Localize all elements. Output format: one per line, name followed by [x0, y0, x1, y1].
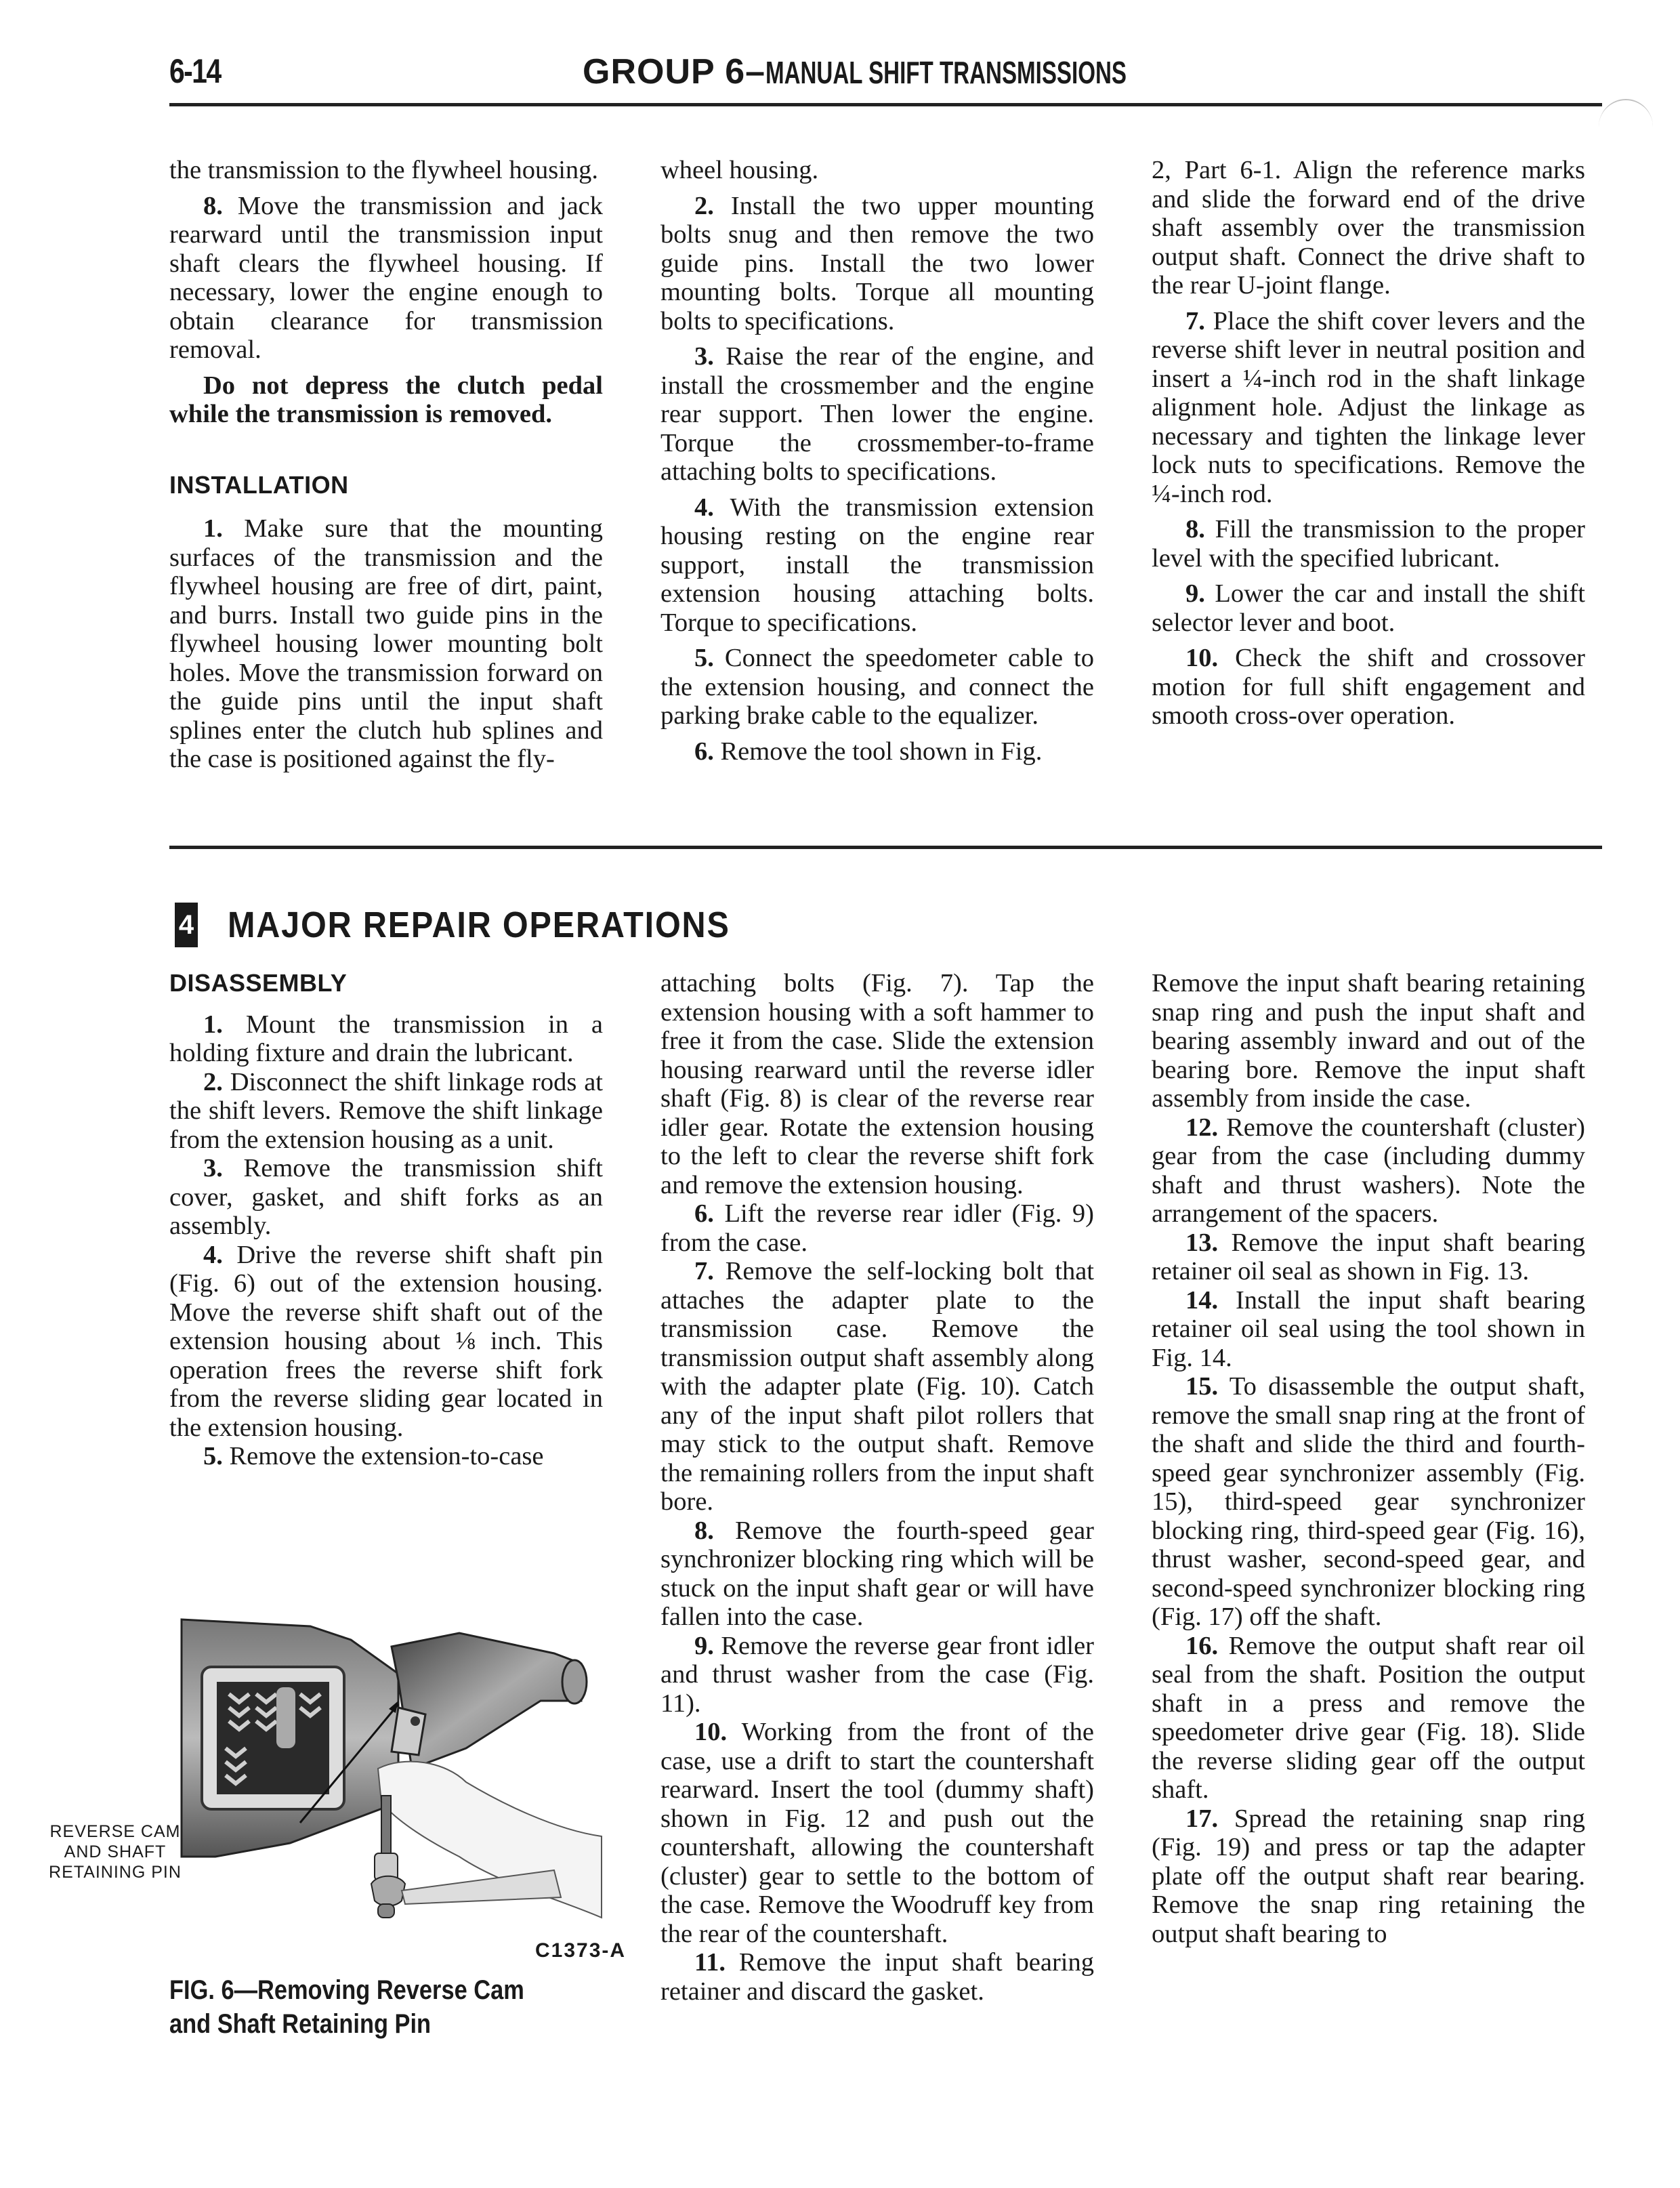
step-number: 1.	[203, 514, 223, 543]
step-text: To disassemble the output shaft, remove the small snap ring at the front of the shaft and slide the third and fourth-speed gear synchronizer assembly (Fig. 15), third-speed gear synchronizer blocking ring, third-speed gear (Fig. 16), thrust washer, second-speed gear, and second-speed synchronizer blocking ring (Fig. 17) off the shaft.	[1152, 1372, 1585, 1631]
disassembly-step-4	[169, 1241, 603, 1443]
step-text: Working from the front of the case, use a drift to start the countershaft rearward. Insert the tool (dummy shaft) shown in Fig. 12 and push out the countershaft, allowing the countershaft (cluster) gear to settle to the bottom of the case. Remove the Woodruff key from the rear of the countershaft.	[660, 1718, 1094, 1948]
lower-column-1	[169, 969, 603, 1471]
step-text: Install the two upper mounting bolts snug and then remove the two guide pins. Install the two lower mounting bolts. Torque all mounting bolts to specifications.	[660, 191, 1094, 335]
step-text: Drive the reverse shift shaft pin (Fig. 6) out of the extension housing. Move the reverse shift shaft out of the extension housing about ⅛ inch. This operation frees the reverse shift fork from the reverse sliding gear located in the extension housing.	[169, 1240, 603, 1442]
disassembly-step-14	[1152, 1286, 1585, 1373]
group-label: GROUP 6	[583, 52, 746, 91]
paragraph: wheel housing.	[660, 156, 819, 184]
caption-line: FIG. 6—Removing Reverse Cam	[169, 1975, 524, 2005]
step-number: 8.	[1185, 515, 1205, 543]
step-text: Disconnect the shift linkage rods at the shift levers. Remove the shift linkage from the extension housing as a unit.	[169, 1067, 603, 1154]
paragraph: 2, Part 6-1. Align the reference marks and slide the forward end of the drive shaft assembly over the transmission output shaft. Connect the drive shaft to the rear U-joint flange.	[1152, 156, 1585, 300]
install-step-4	[660, 493, 1094, 638]
disassembly-step-17	[1152, 1804, 1585, 1949]
step-text: Lift the reverse rear idler (Fig. 9) from the case.	[660, 1199, 1094, 1257]
step-text: Check the shift and crossover motion for full shift engagement and smooth cross-over operation.	[1152, 644, 1585, 730]
install-step-3	[660, 342, 1094, 487]
header-rule	[169, 103, 1602, 106]
step-text: Move the transmission and jack rearward until the transmission input shaft clears the flywheel housing. If necessary, lower the engine enough to obtain clearance for transmission removal.	[169, 191, 603, 364]
step-text: Raise the rear of the engine, and install the crossmember and the engine rear support. Then lower the engine. Torque the crossmember-to-frame attaching bolts to specifications.	[660, 342, 1094, 486]
step-number: 8.	[694, 1516, 714, 1545]
step-number: 3.	[203, 1154, 223, 1182]
paragraph: Remove the input shaft bearing retaining snap ring and push the input shaft and bearing assembly inward and out of the bearing bore. Remove the input shaft assembly from inside the case.	[1152, 969, 1585, 1113]
step-number: 16.	[1185, 1631, 1219, 1660]
step-text: Remove the input shaft bearing retainer and discard the gasket.	[660, 1948, 1094, 2006]
step-number: 5.	[694, 644, 714, 672]
callout-line: REVERSE CAM	[49, 1822, 181, 1841]
installation-heading: INSTALLATION	[169, 470, 349, 499]
step-number: 6.	[694, 1199, 714, 1228]
disassembly-step-13	[1152, 1229, 1585, 1286]
step-number: 4.	[203, 1240, 223, 1269]
step-text: Connect the speedometer cable to the extension housing, and connect the parking brake cable to the equalizer.	[660, 644, 1094, 730]
step-text: Mount the transmission in a holding fixture and drain the lubricant.	[169, 1010, 603, 1067]
section-title: MAJOR REPAIR OPERATIONS	[228, 905, 730, 945]
step-number: 2.	[694, 191, 714, 220]
install-step-1	[169, 514, 603, 774]
step-text: Lower the car and install the shift selector lever and boot.	[1152, 579, 1585, 637]
step-number: 7.	[1185, 306, 1205, 335]
disassembly-step-1	[169, 1010, 603, 1068]
warning-note: Do not depress the clutch pedal while the transmission is removed.	[169, 371, 603, 428]
step-text: Remove the reverse gear front idler and thrust washer from the case (Fig. 11).	[660, 1631, 1094, 1718]
transmission-photo-illustration	[175, 1599, 608, 1965]
step-text: Remove the fourth-speed gear synchronizer blocking ring which will be stuck on the input shaft gear or will have fallen into the case.	[660, 1516, 1094, 1631]
figure-callout-label	[34, 1821, 196, 1882]
step-text: Remove the self-locking bolt that attaches the adapter plate to the transmission case. Remove the transmission output shaft assembly along with the adapter plate (Fig. 10). Catch any of the input shaft pilot rollers that may stick to the output shaft. Remove the remaining rollers from the input shaft bore.	[660, 1257, 1094, 1516]
step-number: 14.	[1185, 1285, 1219, 1315]
step-number: 9.	[1185, 579, 1205, 608]
step-text: Remove the output shaft rear oil seal from the shaft. Position the output shaft in a press and remove the speedometer drive gear (Fig. 18). Slide the reverse sliding gear off the output shaft.	[1152, 1631, 1585, 1804]
step-number: 9.	[694, 1631, 714, 1660]
disassembly-step-16	[1152, 1632, 1585, 1804]
install-step-9	[1152, 579, 1585, 637]
callout-line: AND SHAFT	[64, 1842, 167, 1861]
lower-column-3	[1152, 969, 1585, 1948]
chapter-title: MANUAL SHIFT TRANSMISSIONS	[765, 55, 1127, 90]
step-number: 13.	[1185, 1228, 1219, 1257]
scan-corner-mark	[1599, 99, 1653, 154]
install-step-7	[1152, 307, 1585, 509]
upper-column-1	[169, 156, 603, 774]
step-text: Remove the countershaft (cluster) gear from the case (including dummy shaft and thrust washers). Note the arrangement of the spacers.	[1152, 1113, 1585, 1228]
upper-column-2	[660, 156, 1094, 766]
step-text: Remove the input shaft bearing retainer oil seal as shown in Fig. 13.	[1152, 1228, 1585, 1285]
upper-column-3	[1152, 156, 1585, 730]
step-text: Fill the transmission to the proper level with the specified lubricant.	[1152, 515, 1585, 573]
install-step-2	[660, 192, 1094, 336]
section-heading	[175, 903, 786, 947]
step-number: 4.	[694, 493, 714, 522]
step-number: 7.	[694, 1257, 714, 1285]
step-text: With the transmission extension housing resting on the engine rear support, install the transmission extension housing attaching bolts. Torque to specifications.	[660, 493, 1094, 637]
step-text: Remove the transmission shift cover, gasket, and shift forks as an assembly.	[169, 1154, 603, 1240]
step-number: 3.	[694, 342, 714, 371]
step-number: 11.	[694, 1948, 726, 1977]
lower-column-2	[660, 969, 1094, 2006]
disassembly-step-5	[169, 1442, 603, 1471]
figure-code: C1373-A	[535, 1939, 627, 1962]
step-number: 17.	[1185, 1804, 1219, 1833]
paragraph: the transmission to the flywheel housing.	[169, 156, 599, 184]
install-step-10	[1152, 644, 1585, 730]
step-text: Spread the retaining snap ring (Fig. 19) and press or tap the adapter plate off the output shaft rear bearing. Remove the snap ring retaining the output shaft bearing to	[1152, 1804, 1585, 1948]
step-number: 15.	[1185, 1372, 1219, 1401]
running-header	[583, 51, 1267, 92]
installation-heading-wrap	[169, 471, 603, 500]
step-text: Remove the extension-to-case	[222, 1442, 544, 1470]
disassembly-heading-wrap	[169, 969, 603, 998]
step-number: 2.	[203, 1067, 223, 1096]
step-number: 10.	[694, 1718, 728, 1746]
step-text: Make sure that the mounting surfaces of the transmission and the flywheel housing are free of dirt, paint, and burrs. Install two guide pins in the flywheel housing lower mounting bolt holes. Move the transmission forward on the guide pins until the input shaft splines enter the clutch hub splines and the case is positioned against the fly-	[169, 514, 603, 773]
disassembly-step-11	[660, 1948, 1094, 2006]
section-number-badge: 4	[175, 903, 198, 947]
disassembly-heading: DISASSEMBLY	[169, 969, 348, 997]
page-number: 6-14	[169, 52, 221, 90]
disassembly-step-2	[169, 1068, 603, 1155]
figure-caption	[169, 1973, 616, 2041]
removal-step-8	[169, 192, 603, 365]
disassembly-step-6	[660, 1199, 1094, 1257]
step-number: 8.	[203, 191, 223, 220]
step-number: 6.	[694, 737, 714, 766]
step-text: Place the shift cover levers and the reverse shift lever in neutral position and insert a ¼-inch rod in the shaft linkage alignment hole. Adjust the linkage as necessary and tighten the linkage lever lock nuts to specifications. Remove the ¼-inch rod.	[1152, 306, 1585, 508]
disassembly-step-12	[1152, 1113, 1585, 1229]
install-step-8	[1152, 515, 1585, 573]
install-step-6	[660, 737, 1094, 766]
step-number: 12.	[1185, 1113, 1219, 1142]
step-number: 10.	[1185, 644, 1219, 672]
disassembly-step-7	[660, 1257, 1094, 1516]
disassembly-step-15	[1152, 1372, 1585, 1632]
disassembly-step-9	[660, 1632, 1094, 1718]
step-number: 1.	[203, 1010, 223, 1039]
section-divider	[169, 846, 1602, 849]
disassembly-step-3	[169, 1154, 603, 1241]
step-number: 5.	[203, 1442, 223, 1470]
figure-6-photo	[175, 1599, 608, 1965]
step-text: Remove the tool shown in Fig.	[713, 737, 1043, 766]
callout-line: RETAINING PIN	[49, 1863, 182, 1882]
disassembly-step-10	[660, 1718, 1094, 1948]
caption-line: and Shaft Retaining Pin	[169, 2009, 432, 2039]
install-step-5	[660, 644, 1094, 730]
paragraph: attaching bolts (Fig. 7). Tap the extension housing with a soft hammer to free it from the case. Slide the extension housing rearward until the reverse idler shaft (Fig. 8) is clear of the reverse rear idler gear. Rotate the extension housing to the left to clear the reverse shift fork and remove the extension housing.	[660, 969, 1094, 1199]
step-text: Install the input shaft bearing retainer oil seal using the tool shown in Fig. 14.	[1152, 1285, 1585, 1372]
disassembly-step-8	[660, 1516, 1094, 1632]
header-dash: –	[745, 52, 766, 91]
